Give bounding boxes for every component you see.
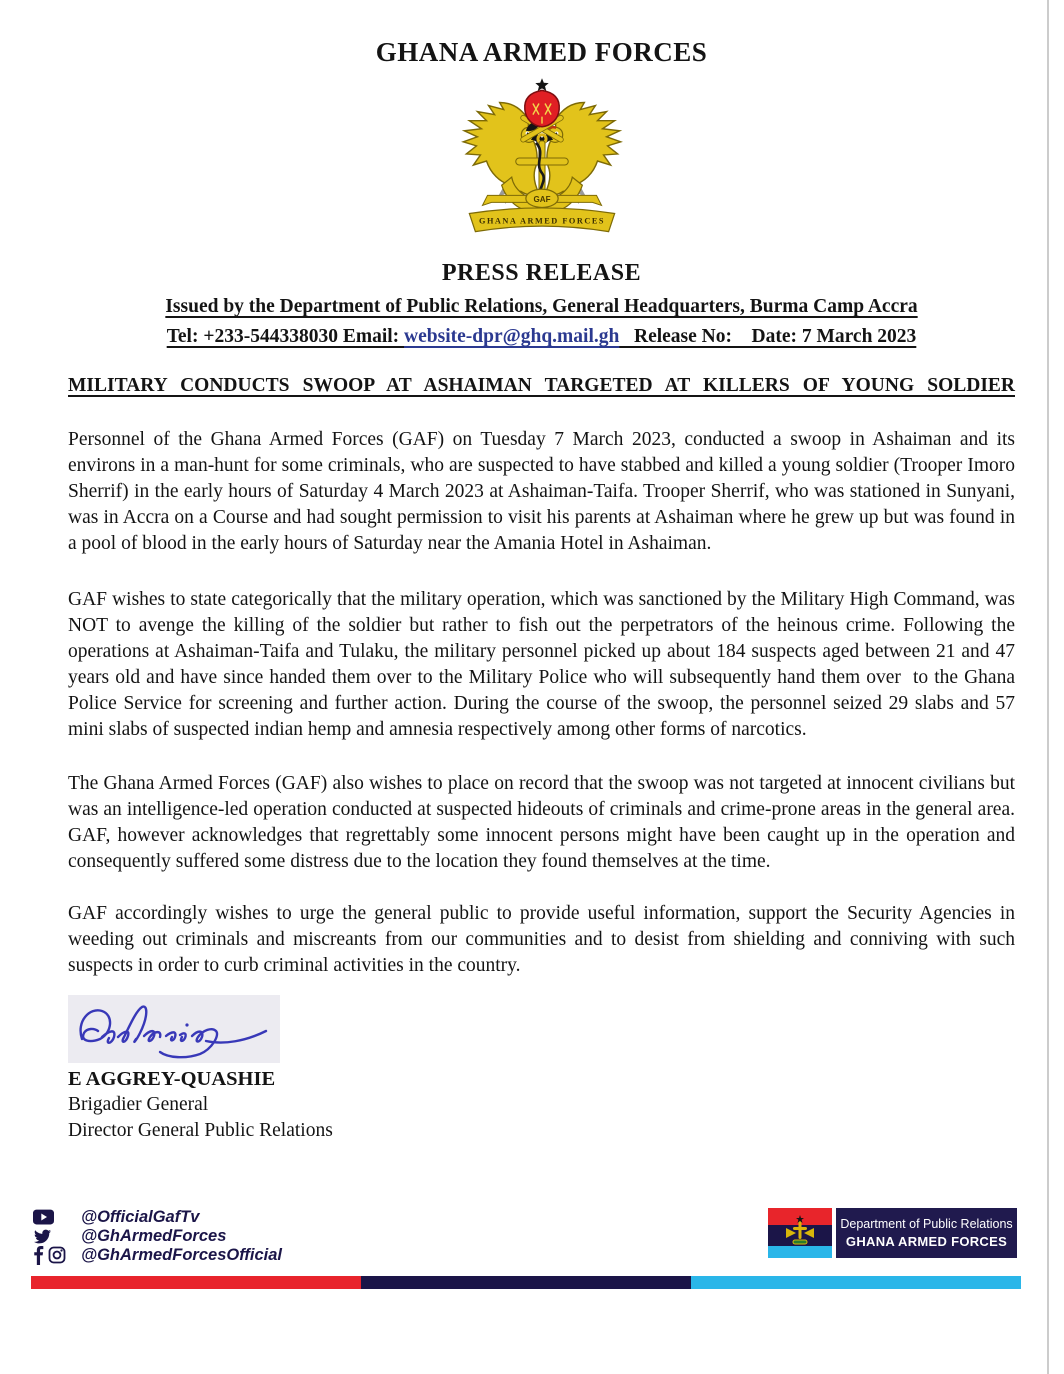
facebook-instagram-handle: @GhArmedForcesOfficial [81, 1246, 283, 1264]
crest-monogram: GAF [532, 194, 551, 204]
tricolor-cyan-segment [691, 1276, 1021, 1289]
gaf-flag-logo [768, 1208, 832, 1258]
press-release-heading: PRESS RELEASE [441, 260, 642, 286]
crest-banner [469, 189, 614, 231]
social-row-facebook-instagram [33, 1246, 282, 1264]
paragraph-1: Personnel of the Ghana Armed Forces (GAF) on Tuesday 7 March 2023, conducted a swoop in Ashaiman and its environs in a man-hunt for some criminals, who are suspected to have stabbed and killed a young soldier (Trooper Imoro Sherrif) in the early hours of Saturday 4 March 2023 at Ashaiman-Taifa. Trooper Sherrif, who was stationed in Sunyani, was in Accra on a Course and had sought permission to visit his parents at Ashaiman where he grew up but was found in a pool of blood in the early hours of Saturday near the Amania Hotel in Ashaiman. [68, 429, 1020, 554]
shield-emblem [524, 78, 559, 126]
social-row-youtube [33, 1208, 282, 1226]
facebook-icon [33, 1246, 45, 1265]
crest-banner-text: GHANA ARMED FORCES [478, 216, 605, 226]
badge-organization: GHANA ARMED FORCES [845, 1234, 1008, 1249]
paragraph-2: GAF wishes to state categorically that the military operation, which was sanctioned by the Military High Command, was NOT to avenge the killing of the soldier but rather to fish out the perpetrators of the heinous crime. Following the operations at Ashaiman-Taifa and Tulaku, the military personnel picked up about 184 suspects aged between 21 and 47 years old and have since handed them over to the Military Police who will subsequently hand them over to the Ghana Police Service for screening and further action. During the course of the swoop, the personnel seized 29 slabs and 57 mini slabs of suspected indian hemp and amnesia respectively among other forms of narcotics. [68, 589, 1020, 740]
dpr-badge [768, 1208, 1017, 1258]
footer-tricolor-bar [31, 1276, 1021, 1289]
release-date-text: Release No: Date: 7 March 2023 [619, 326, 917, 347]
social-handles [33, 1208, 282, 1264]
social-row-twitter [33, 1227, 282, 1245]
paragraph-4: GAF accordingly wishes to urge the general public to provide useful information, support the Security Agencies in weeding out criminals and miscreants from our communities and to desist from shielding and conniving with such suspects in order to curb criminal activities in the country. [68, 903, 1020, 976]
page-title: GHANA ARMED FORCES [375, 37, 708, 67]
youtube-handle: @OfficialGafTv [81, 1208, 200, 1226]
tricolor-navy-segment [361, 1276, 691, 1289]
instagram-icon [48, 1246, 66, 1264]
gaf-crest-image [431, 78, 653, 240]
footer [33, 1208, 1017, 1264]
youtube-icon [33, 1209, 54, 1225]
paragraph-3: The Ghana Armed Forces (GAF) also wishes to place on record that the swoop was not targeted at innocent civilians but was an intelligence-led operation conducted at suspected hideouts of criminals and crime-prone areas in the general area. GAF, however acknowledges that regrettably some innocent persons might have been caught up in the operation and consequently suffered some distress due to the location they found themselves at the time. [68, 773, 1020, 872]
signatory-name: E AGGREY-QUASHIE [68, 1068, 276, 1090]
gaf-crest [68, 78, 1015, 240]
dpr-badge-text [836, 1208, 1017, 1258]
twitter-icon [33, 1228, 52, 1245]
signature-image [68, 995, 280, 1063]
signatory-block [68, 1067, 1015, 1144]
contact-line [68, 324, 1015, 350]
email-link[interactable]: website-dpr@ghq.mail.gh [404, 326, 620, 347]
tricolor-red-segment [31, 1276, 361, 1289]
tel-email-prefix: Tel: +233-544338030 Email: [166, 326, 405, 347]
headline: MILITARY CONDUCTS SWOOP AT ASHAIMAN TARGETED AT KILLERS OF YOUNG SOLDIER [68, 375, 1015, 396]
signatory-title: Director General Public Relations [68, 1120, 333, 1141]
issued-by-line: Issued by the Department of Public Relations, General Headquarters, Burma Camp Accra [165, 296, 918, 317]
signatory-rank: Brigadier General [68, 1094, 209, 1115]
scan-edge-line [1047, 0, 1049, 1374]
badge-department: Department of Public Relations [840, 1217, 1013, 1231]
twitter-handle: @GhArmedForces [81, 1227, 227, 1245]
